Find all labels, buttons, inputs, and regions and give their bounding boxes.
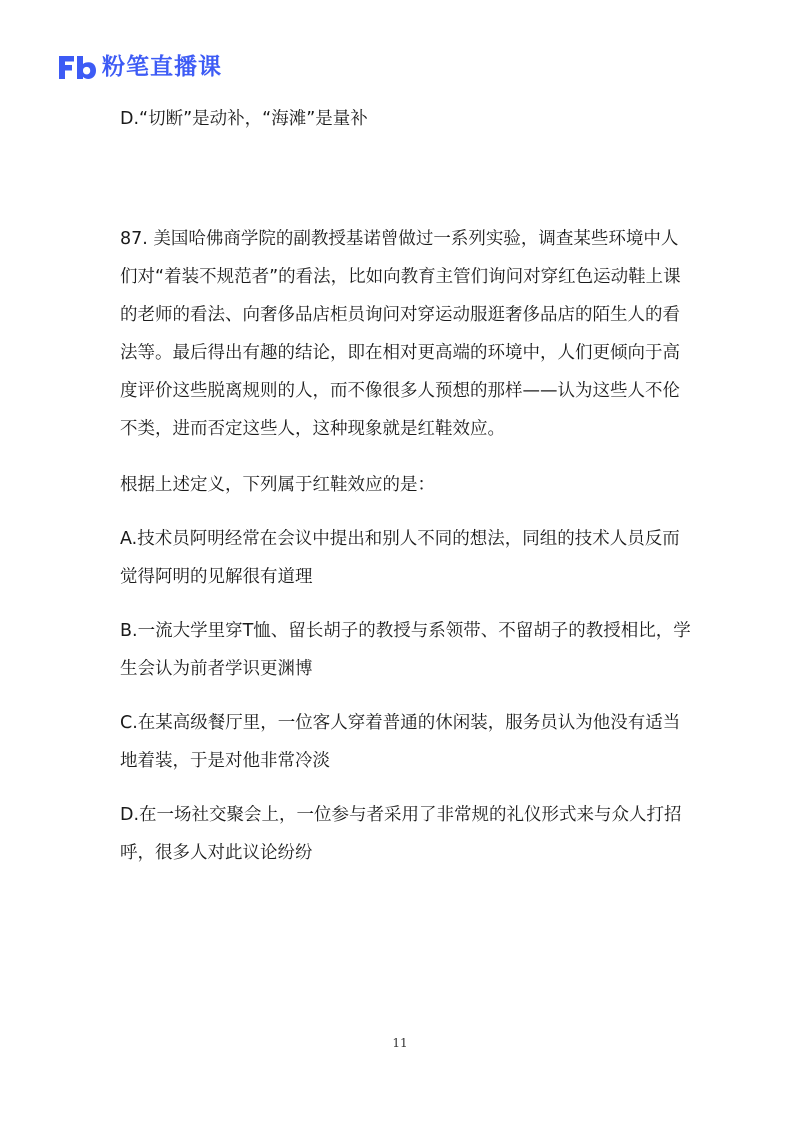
page-content <box>120 100 695 872</box>
question-87-stem: 87. 美国哈佛商学院的副教授基诺曾做过一系列实验，调查某些环境中人们对“着装不规范者”的看法，比如向教育主管们询问对穿红色运动鞋上课的老师的看法、向奢侈品店柜员询问对穿运动服逛奢侈品店的陌生人的看法等。最后得出有趣的结论，即在相对更高端的环境中，人们更倾向于高度评价这些脱离规则的人，而不像很多人预想的那样——认为这些人不伦不类，进而否定这些人，这种现象就是红鞋效应。 <box>120 229 681 439</box>
option-c: C.在某高级餐厅里，一位客人穿着普通的休闲装，服务员认为他没有适当地着装，于是对他非常冷淡 <box>120 713 681 771</box>
header <box>56 52 222 82</box>
option-a: A.技术员阿明经常在会议中提出和别人不同的想法，同组的技术人员反而觉得阿明的见解很有道理 <box>120 529 680 587</box>
previous-question-option-d: D.“切断”是动补，“海滩”是量补 <box>120 109 368 129</box>
question-prompt: 根据上述定义，下列属于红鞋效应的是： <box>120 475 435 495</box>
fb-logo-icon <box>56 52 98 82</box>
option-d: D.在一场社交聚会上，一位参与者采用了非常规的礼仪形式来与众人打招呼，很多人对此议论纷纷 <box>120 805 682 863</box>
brand-name: 粉笔直播课 <box>102 54 222 80</box>
page-number: 11 <box>392 1036 408 1050</box>
option-b: B.一流大学里穿T恤、留长胡子的教授与系领带、不留胡子的教授相比，学生会认为前者学识更渊博 <box>120 621 691 679</box>
